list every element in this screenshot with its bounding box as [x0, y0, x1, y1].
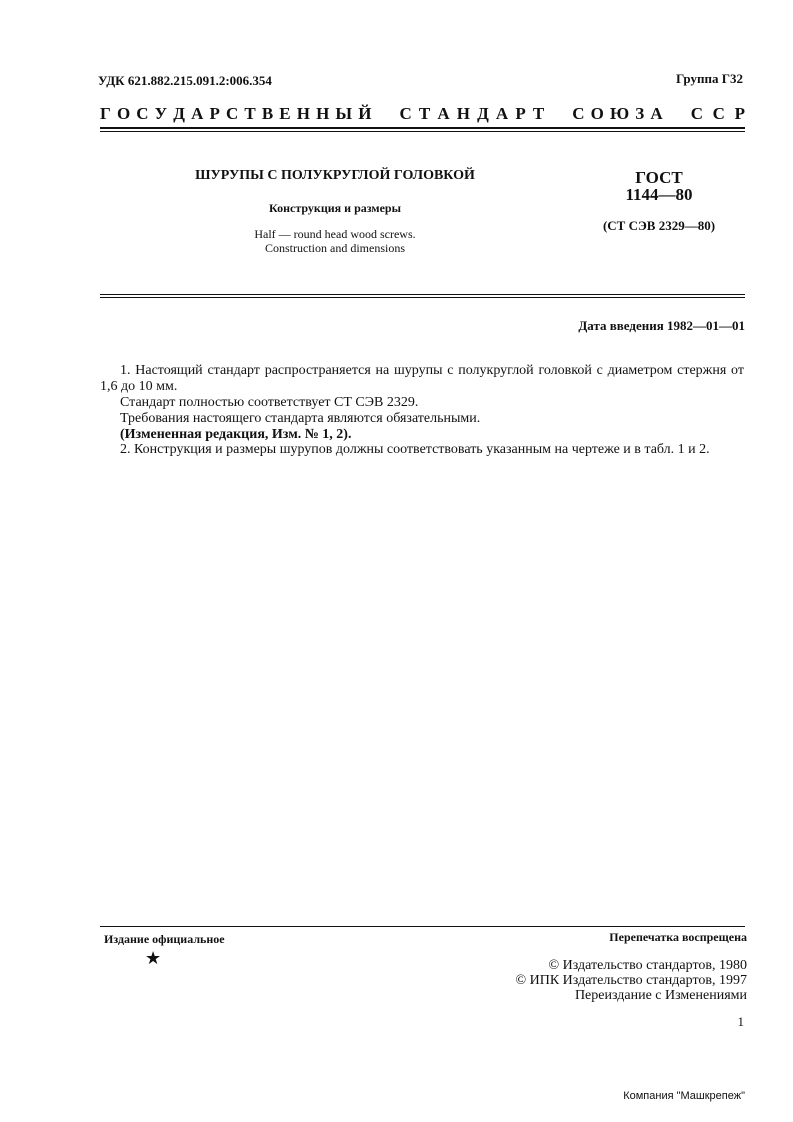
paragraph-construction: 2. Конструкция и размеры шурупов должны соответствовать указанным на чертеже и в табл. 1 и 2.	[120, 442, 710, 457]
divider	[100, 926, 745, 927]
star-icon: ★	[145, 948, 162, 968]
udk-code: УДК 621.882.215.091.2:006.354	[98, 73, 272, 88]
paragraph-requirements: Требования настоящего стандарта являются обязательными.	[120, 411, 481, 426]
copyright-1980: © Издательство стандартов, 1980	[548, 958, 747, 973]
st-sev-reference: (СТ СЭВ 2329—80)	[602, 218, 716, 233]
standard-title: ШУРУПЫ С ПОЛУКРУГЛОЙ ГОЛОВКОЙ	[195, 168, 475, 183]
gost-label: ГОСТ	[635, 168, 683, 187]
standard-subtitle-en: Construction and dimensions	[265, 241, 405, 255]
standard-subtitle: Конструкция и размеры	[269, 201, 401, 215]
heading-word: С О Ю З А	[572, 104, 663, 123]
company-name: Компания "Машкрепеж"	[623, 1090, 745, 1102]
paragraph-scope: 1. Настоящий стандарт распространяется на шурупы с полукруглой головкой с диаметром стержня от 1,6 до 10 мм.	[100, 363, 744, 394]
introduction-date: Дата введения 1982—01—01	[578, 318, 745, 333]
amendment-note: (Измененная редакция, Изм. № 1, 2).	[120, 427, 352, 442]
reissue-note: Переиздание с Изменениями	[574, 988, 747, 1003]
state-standard-heading	[100, 104, 745, 124]
gost-number: 1144—80	[625, 185, 693, 204]
divider	[100, 127, 745, 129]
page-number: 1	[737, 1014, 744, 1029]
divider	[100, 294, 745, 295]
reprint-prohibited: Перепечатка воспрещена	[609, 930, 747, 944]
heading-word: С С Р	[690, 104, 746, 123]
divider	[100, 131, 745, 132]
official-edition: Издание официальное	[104, 932, 225, 946]
divider	[100, 297, 745, 298]
standard-title-en: Half — round head wood screws.	[254, 227, 416, 241]
copyright-1997: © ИПК Издательство стандартов, 1997	[515, 973, 747, 988]
heading-word: С Т А Н Д А Р Т	[399, 104, 545, 123]
heading-word: Г О С У Д А Р С Т В Е Н Н Ы Й	[100, 104, 372, 123]
group-code: Группа Г32	[675, 71, 743, 86]
paragraph-conformity: Стандарт полностью соответствует СТ СЭВ 2329.	[120, 395, 419, 410]
